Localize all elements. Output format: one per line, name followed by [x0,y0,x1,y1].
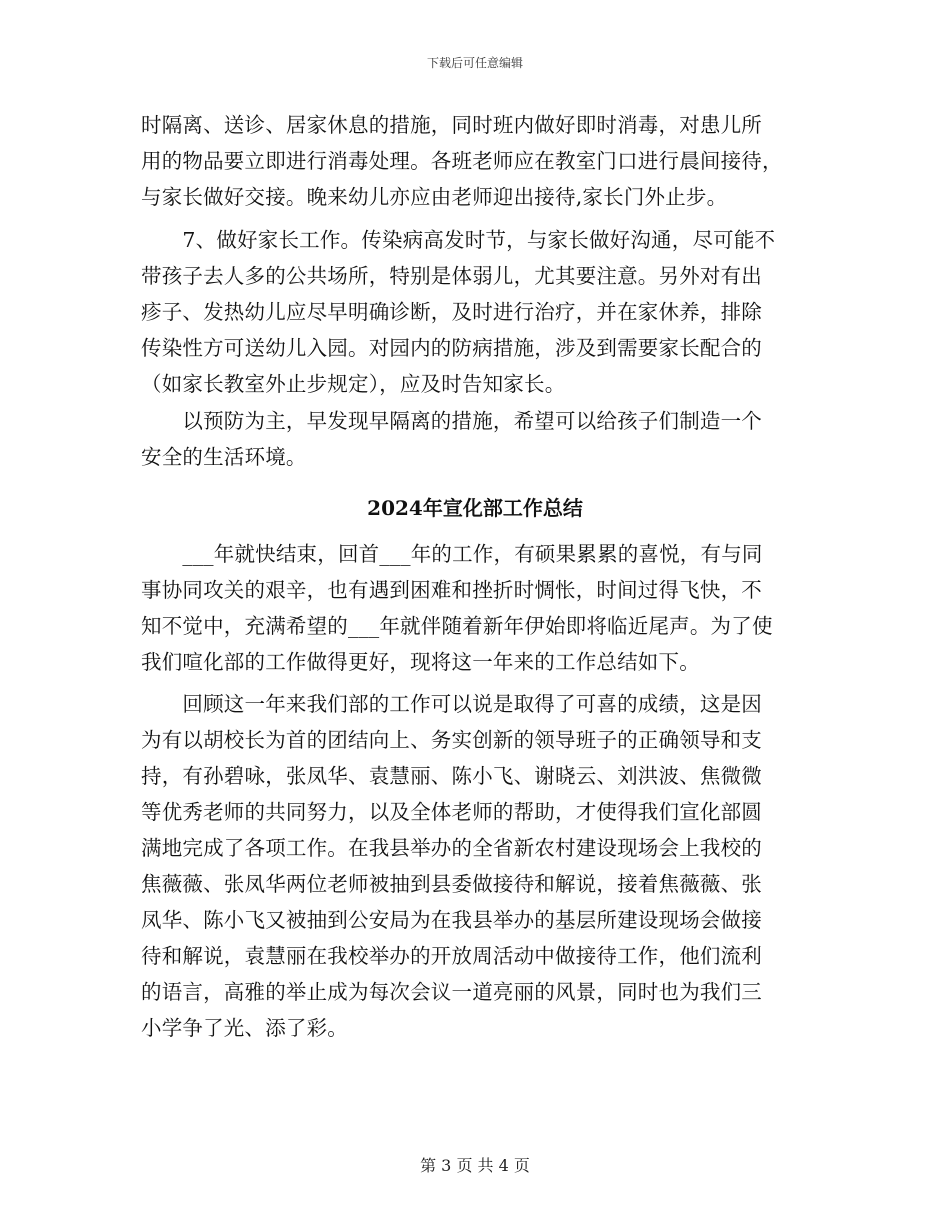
page-footer: 第 3 页 共 4 页 [420,1156,530,1175]
paragraph-line: 以预防为主，早发现早隔离的措施，希望可以给孩子们制造一个 [141,409,762,433]
paragraph-line: 焦薇薇、张凤华两位老师被抽到县委做接待和解说，接着焦薇薇、张 [141,872,762,896]
section-title: 2024年宣化部工作总结 [367,496,583,520]
paragraph-line: 持，有孙碧咏，张凤华、袁慧丽、陈小飞、谢晓云、刘洪波、焦微微 [141,764,762,788]
paragraph-line: 时隔离、送诊、居家休息的措施，同时班内做好即时消毒，对患儿所 [141,113,762,137]
paragraph-line: 回顾这一年来我们部的工作可以说是取得了可喜的成绩，这是因 [141,692,762,716]
paragraph-line: 安全的生活环境。 [141,445,307,469]
paragraph-line: 事协同攻关的艰辛，也有遇到困难和挫折时惆怅，时间过得飞快，不 [141,578,762,602]
paragraph-line: 待和解说，袁慧丽在我校举办的开放周活动中做接待工作，他们流利 [141,944,762,968]
paragraph-line: 用的物品要立即进行消毒处理。各班老师应在教室门口进行晨间接待， [141,149,783,173]
paragraph-line: ___年就快结束，回首___年的工作，有硕果累累的喜悦，有与同 [141,542,763,566]
paragraph-line: 带孩子去人多的公共场所，特别是体弱儿，尤其要注意。另外对有出 [141,264,762,288]
paragraph-line: 小学争了光、添了彩。 [141,1016,348,1040]
paragraph-line: 7、做好家长工作。传染病高发时节，与家长做好沟通，尽可能不 [141,228,776,252]
paragraph-line: 的语言，高雅的举止成为每次会议一道亮丽的风景，同时也为我们三 [141,980,762,1004]
paragraph-line: 传染性方可送幼儿入园。对园内的防病措施，涉及到需要家长配合的 [141,336,762,360]
paragraph-line: 凤华、陈小飞又被抽到公安局为在我县举办的基层所建设现场会做接 [141,908,762,932]
paragraph-line: 疹子、发热幼儿应尽早明确诊断，及时进行治疗，并在家休养，排除 [141,300,762,324]
paragraph-line: 满地完成了各项工作。在我县举办的全省新农村建设现场会上我校的 [141,836,762,860]
paragraph-line: 与家长做好交接。晚来幼儿亦应由老师迎出接待,家长门外止步。 [141,185,728,209]
paragraph-line: 知不觉中，充满希望的___年就伴随着新年伊始即将临近尾声。为了使 [141,614,773,638]
paragraph-line: 为有以胡校长为首的团结向上、务实创新的领导班子的正确领导和支 [141,728,762,752]
paragraph-line: 等优秀老师的共同努力，以及全体老师的帮助，才使得我们宣化部圆 [141,800,762,824]
paragraph-line: 我们喧化部的工作做得更好，现将这一年来的工作总结如下。 [141,650,700,674]
paragraph-line: （如家长教室外止步规定），应及时告知家长。 [141,372,566,396]
page-header: 下载后可任意编辑 [426,56,523,70]
